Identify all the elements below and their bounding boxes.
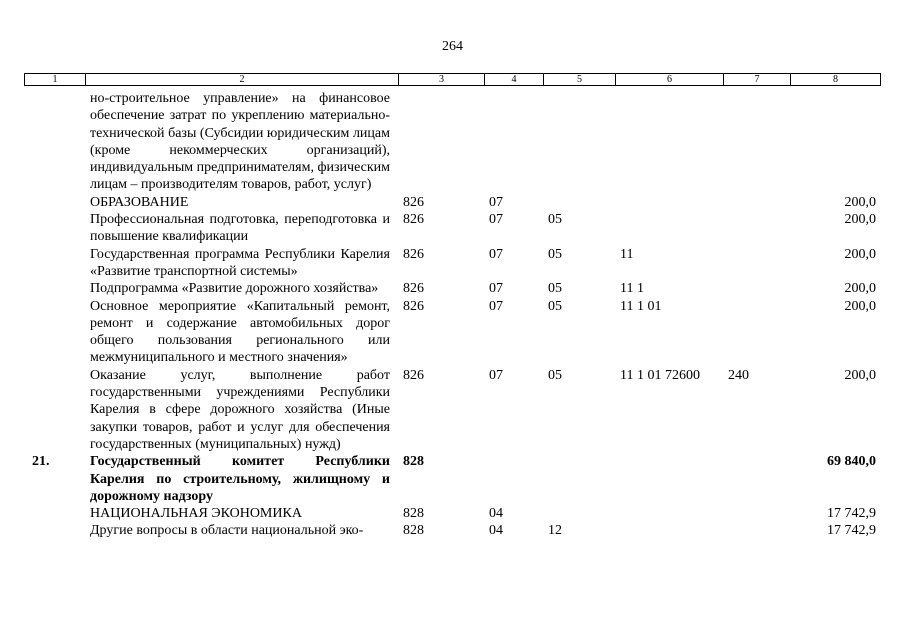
row-name: Основное мероприятие «Капитальный ремонт, ремонт и содержание автомобильных дорог общего пользования регионального или межмуниципального и местного значения» bbox=[90, 298, 390, 366]
row-section-code: 04 bbox=[489, 506, 503, 522]
row-target-article: 11 bbox=[620, 246, 634, 262]
row-amount: 17 742,9 bbox=[827, 523, 876, 539]
row-subsection-code: 05 bbox=[548, 298, 562, 314]
row-expense-type bbox=[723, 453, 790, 505]
row-target-article bbox=[615, 505, 723, 522]
table-row bbox=[24, 211, 880, 246]
table-row bbox=[24, 453, 880, 505]
column-header-1: 1 bbox=[25, 74, 86, 86]
row-name: Оказание услуг, выполнение работ государственными учреждениями Республики Карелия в сфере дорожного хозяйства (Иные закупки товаров, работ и услуг для обеспечения государственных (муниципальных) нужд) bbox=[90, 367, 390, 452]
row-target-article bbox=[615, 522, 723, 539]
row-expense-type bbox=[723, 505, 790, 522]
row-name: Государственный комитет Республики Карелия по строительному, жилищному и дорожному надзору bbox=[90, 454, 390, 504]
row-name: но-строительное управление» на финансовое обеспечение затрат по укреплению материально-технической базы (Субсидии юридическим лицам (кроме некоммерческих организаций), индивидуальным предпринимателям, физическим лицам – производителям товаров, работ, услуг) bbox=[90, 91, 391, 193]
row-subsection-code: 12 bbox=[548, 523, 562, 539]
row-section-code: 07 bbox=[489, 298, 503, 314]
table-row bbox=[24, 298, 880, 367]
row-subsection-code bbox=[543, 90, 615, 194]
column-header-5: 5 bbox=[544, 74, 616, 86]
row-subsection-code bbox=[543, 453, 615, 505]
row-amount: 200,0 bbox=[844, 281, 876, 297]
column-header-row bbox=[25, 74, 881, 86]
row-ministry-code: 826 bbox=[403, 194, 424, 210]
row-target-article: 11 1 bbox=[620, 281, 644, 297]
row-name: Подпрограмма «Развитие дорожного хозяйства» bbox=[90, 281, 379, 297]
column-header-8: 8 bbox=[791, 74, 881, 86]
row-ministry-code: 826 bbox=[403, 281, 424, 297]
row-expense-type bbox=[723, 211, 790, 246]
row-ministry-code: 826 bbox=[403, 298, 424, 314]
table-row bbox=[24, 90, 880, 194]
row-section-code: 07 bbox=[489, 246, 503, 262]
row-expense-type bbox=[723, 522, 790, 539]
row-amount: 200,0 bbox=[844, 194, 876, 210]
row-subsection-code: 05 bbox=[548, 212, 562, 228]
column-header-2: 2 bbox=[86, 74, 399, 86]
row-name: Другие вопросы в области национальной эко- bbox=[90, 523, 364, 539]
table-row bbox=[24, 246, 880, 281]
row-section-code bbox=[484, 453, 543, 505]
row-number bbox=[24, 298, 85, 367]
row-name: Профессиональная подготовка, переподготовка и повышение квалификации bbox=[90, 212, 390, 245]
row-section-code: 07 bbox=[489, 281, 503, 297]
row-ministry-code: 828 bbox=[403, 523, 424, 539]
row-number bbox=[24, 211, 85, 246]
page-number: 264 bbox=[442, 39, 463, 54]
row-amount: 69 840,0 bbox=[827, 454, 876, 470]
column-header-6: 6 bbox=[616, 74, 724, 86]
row-section-code bbox=[484, 90, 543, 194]
row-amount: 200,0 bbox=[844, 367, 876, 383]
row-ministry-code bbox=[398, 90, 484, 194]
row-subsection-code: 05 bbox=[548, 281, 562, 297]
row-subsection-code bbox=[543, 194, 615, 211]
row-expense-type bbox=[723, 90, 790, 194]
row-amount: 200,0 bbox=[844, 246, 876, 262]
column-header-table bbox=[24, 73, 881, 86]
row-number bbox=[24, 90, 85, 194]
row-target-article bbox=[615, 211, 723, 246]
row-amount: 200,0 bbox=[844, 212, 876, 228]
row-number bbox=[24, 505, 85, 522]
row-target-article bbox=[615, 453, 723, 505]
row-amount: 17 742,9 bbox=[827, 506, 876, 522]
row-ministry-code: 826 bbox=[403, 246, 424, 262]
row-expense-type: 240 bbox=[728, 367, 749, 383]
row-section-code: 04 bbox=[489, 523, 503, 539]
column-header-7: 7 bbox=[724, 74, 791, 86]
budget-table-body bbox=[24, 90, 880, 540]
row-amount: 200,0 bbox=[844, 298, 876, 314]
row-number bbox=[24, 367, 85, 453]
table-row bbox=[24, 505, 880, 522]
row-number: 21. bbox=[32, 454, 50, 470]
row-subsection-code: 05 bbox=[548, 246, 562, 262]
row-ministry-code: 826 bbox=[403, 212, 424, 228]
row-name: ОБРАЗОВАНИЕ bbox=[90, 194, 189, 210]
row-target-article bbox=[615, 194, 723, 211]
row-expense-type bbox=[723, 298, 790, 367]
row-name: НАЦИОНАЛЬНАЯ ЭКОНОМИКА bbox=[90, 506, 302, 522]
row-number bbox=[24, 194, 85, 211]
row-number bbox=[24, 522, 85, 539]
column-header-3: 3 bbox=[399, 74, 485, 86]
row-section-code: 07 bbox=[489, 367, 503, 383]
row-subsection-code bbox=[543, 505, 615, 522]
row-target-article: 11 1 01 72600 bbox=[620, 367, 700, 383]
row-number bbox=[24, 280, 85, 297]
table-row bbox=[24, 194, 880, 211]
row-expense-type bbox=[723, 194, 790, 211]
row-ministry-code: 826 bbox=[403, 367, 424, 383]
row-target-article bbox=[615, 90, 723, 194]
row-subsection-code: 05 bbox=[548, 367, 562, 383]
row-name: Государственная программа Республики Карелия «Развитие транспортной системы» bbox=[90, 246, 390, 279]
budget-table bbox=[24, 90, 880, 540]
table-row bbox=[24, 522, 880, 539]
row-section-code: 07 bbox=[489, 212, 503, 228]
table-row bbox=[24, 367, 880, 453]
row-section-code: 07 bbox=[489, 194, 503, 210]
row-ministry-code: 828 bbox=[403, 454, 424, 470]
table-row bbox=[24, 280, 880, 297]
row-number bbox=[24, 246, 85, 281]
row-ministry-code: 828 bbox=[403, 506, 424, 522]
row-amount bbox=[790, 90, 880, 194]
row-expense-type bbox=[723, 280, 790, 297]
row-target-article: 11 1 01 bbox=[620, 298, 662, 314]
row-expense-type bbox=[723, 246, 790, 281]
column-header-4: 4 bbox=[485, 74, 544, 86]
